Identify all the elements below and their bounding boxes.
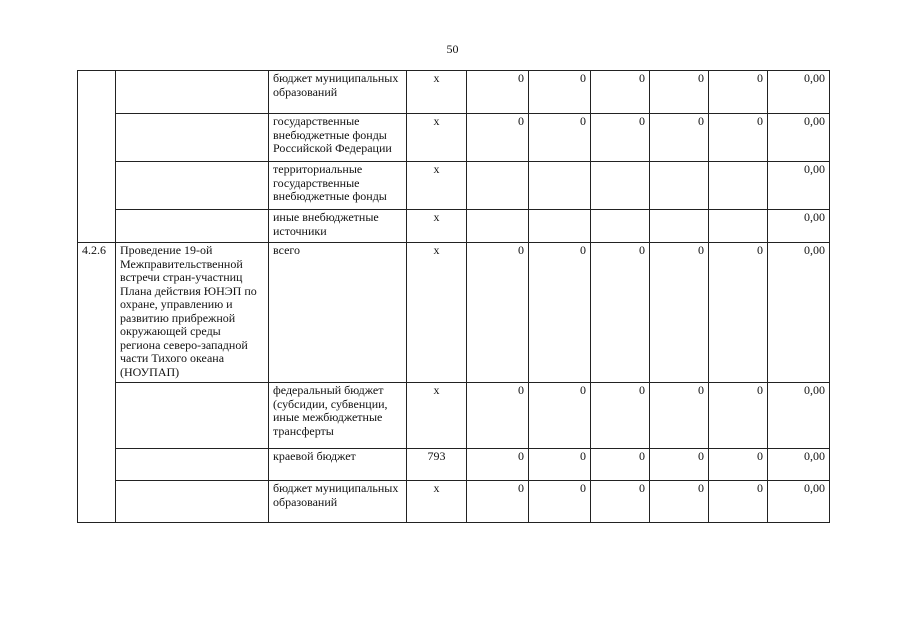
value-cell: 0 [529,481,591,523]
value-cell [709,210,768,243]
value-cell: 0 [467,243,529,383]
code-cell: 4.2.6 [78,243,116,523]
event-name-cell [116,114,269,162]
value-cell: 0 [467,383,529,449]
value-cell: 0 [650,114,709,162]
kbk-cell: x [407,210,467,243]
value-cell: 0 [467,481,529,523]
value-cell: 0 [709,71,768,114]
kbk-cell: x [407,383,467,449]
value-cell: 0 [650,71,709,114]
value-cell: 0 [529,114,591,162]
total-cell: 0,00 [768,114,830,162]
value-cell: 0 [591,71,650,114]
value-cell: 0 [529,449,591,481]
value-cell [467,162,529,210]
event-name-cell [116,481,269,523]
kbk-cell: x [407,114,467,162]
value-cell [529,162,591,210]
event-name-cell [116,383,269,449]
table-row [78,481,830,523]
table-row [78,71,830,114]
total-cell: 0,00 [768,210,830,243]
value-cell [709,162,768,210]
funding-source-cell: бюджет муниципальных образований [269,71,407,114]
funding-source-cell: территориальные государственные внебюджетные фонды [269,162,407,210]
value-cell [591,162,650,210]
total-cell: 0,00 [768,383,830,449]
value-cell: 0 [467,449,529,481]
table-row [78,449,830,481]
page-number: 50 [446,42,459,56]
event-name-cell: Проведение 19-ой Межправительственной встречи стран-участниц Плана действия ЮНЭП по охране, управлению и развитию прибрежной окружающей среды региона северо-западной части Тихого океана (НОУПАП) [116,243,269,383]
value-cell: 0 [650,481,709,523]
table-row [78,162,830,210]
value-cell: 0 [650,243,709,383]
event-name-cell [116,71,269,114]
funding-source-cell: иные внебюджетные источники [269,210,407,243]
table-row [78,210,830,243]
total-cell: 0,00 [768,481,830,523]
value-cell: 0 [709,383,768,449]
kbk-cell: x [407,243,467,383]
kbk-cell: 793 [407,449,467,481]
value-cell: 0 [709,243,768,383]
value-cell: 0 [709,114,768,162]
budget-table [77,70,830,523]
event-name-cell [116,162,269,210]
value-cell [650,162,709,210]
value-cell: 0 [591,481,650,523]
value-cell: 0 [709,449,768,481]
funding-source-cell: всего [269,243,407,383]
table-row [78,114,830,162]
value-cell: 0 [529,71,591,114]
value-cell: 0 [591,243,650,383]
total-cell: 0,00 [768,162,830,210]
value-cell: 0 [591,449,650,481]
funding-source-cell: краевой бюджет [269,449,407,481]
kbk-cell: x [407,162,467,210]
total-cell: 0,00 [768,71,830,114]
value-cell: 0 [591,383,650,449]
funding-source-cell: бюджет муниципальных образований [269,481,407,523]
value-cell: 0 [650,383,709,449]
value-cell [467,210,529,243]
value-cell: 0 [467,114,529,162]
value-cell: 0 [650,449,709,481]
kbk-cell: x [407,481,467,523]
event-name-cell [116,210,269,243]
code-cell [78,71,116,243]
total-cell: 0,00 [768,243,830,383]
funding-source-cell: государственные внебюджетные фонды Российской Федерации [269,114,407,162]
funding-source-cell: федеральный бюджет (субсидии, субвенции, иные межбюджетные трансферты [269,383,407,449]
value-cell: 0 [709,481,768,523]
table-row [78,383,830,449]
kbk-cell: x [407,71,467,114]
value-cell [529,210,591,243]
value-cell: 0 [467,71,529,114]
value-cell: 0 [529,383,591,449]
value-cell: 0 [591,114,650,162]
value-cell [591,210,650,243]
table-row [78,243,830,383]
total-cell: 0,00 [768,449,830,481]
event-name-cell [116,449,269,481]
value-cell [650,210,709,243]
value-cell: 0 [529,243,591,383]
